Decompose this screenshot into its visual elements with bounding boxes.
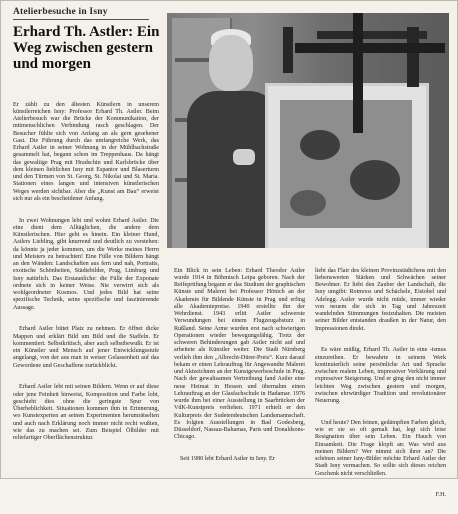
paragraph: Seit 1980 lebt Erhard Astler in Isny. Er <box>180 456 275 462</box>
paragraph: Ein Blick in sein Leben: Erhard Theodor Astler wurde 1914 in Böhmisch Leipa geboren. Nach der Reifeprüfung begann er das Studium der graphischen Künste und Malerei bei Professor Hönich an der Akademie für Bildende Künste in Prag und erfing alle Akademiepreise. 1940 erstellte ihn der Wehrdienst. 1943 erlitt Astler schwerste Verwundungen bei einem Flugzeugabsturz in Rußland. Seine Arme wurden erst nach schwierigen Operationen wieder bewegungsfähig. Trotz der schweren Behinderungen gab Astler nicht auf und arbeitete als Künstler weiter. Die Stadt Nürnberg verlieh ihm den „Albrecht-Dürer-Preis“. Kurz darauf bekam er einen Lehrauftrag für Angewandte Malerei und Aktzeichnen an der Kunstgewerbeschule in Prag. Nach der gewaltsamen Vertreibung fand Astler eine neue Heimat in Hessen und übernahm einen Lehrauftrag an der Glasfachschule in Hadamar. 1976 wurde ihm bei einer Ausstellung in Saarbrücken der VdK-Kunstpreis verliehen. 1971 erhielt er den Kulturpreis der Sudetendeutschen Landsmannschaft. Es folgten Ausstellungen in Bad Godesberg, Düsseldorf, Nassau-Bahamas, Paris und Donaldsons-Chicago. <box>174 267 307 441</box>
article-column-1 <box>13 87 159 457</box>
section-kicker: Atelierbesuche in Isny <box>13 7 108 17</box>
paragraph: In zwei Wohnungen lebt und wohnt Erhard Astler. Die eine dient dem Alltäglichen, die andere dem Künstlerischen. Hier geht es hinein. Ein kleiner Hund, Astlers Liebling, gibt knurrend und deutlich zu verstehen: da könnte ja jeder kommen, um die Werke meines Herrn und Meisters zu betrachten! Eine Fülle von Bildern hängt an den Wänden: Landschaften aus fern und nah, Portraits, exotische Schönheiten, Städtebilder, Prag, Limburg und Isny natürlich. Das Erstaunliche: die Fülle der Exponate ordnete sich in keiner Weise. Nie verwirrt sich als wohlgeordneter Kosmos. Und jedes Bild hat seine spezifische Technik, seine spezifische und faszinierende Aussage. <box>13 217 161 311</box>
article-column-2 <box>174 253 305 478</box>
kicker-rule <box>13 19 149 20</box>
artist-photo <box>167 13 449 248</box>
paragraph: Er zählt zu den ältesten Künstlern in unserem künstlerreichen Isny: Professor Erhard Th. Astler. Beim Atelierbesuch war die Brücke der Kommunikation, der mitmenschlichen Verbindung rasch geschlagen. Der Besucher fühlte sich von Anfang an als gern gesehener Gast. Die Führung durch das umfangreiche Werk, das Erhard Astler in seiner Wohnung in der Mühlbachstraße gesammelt hat, begann schon im Treppenhaus. Da hängt das gewaltige Prag mit Hradschin und Karlsbrücke über dem kleinen lieblichen Isny mit Espantor und Blaserturm und den Türmen von St. Georg, St. Nikolai und St. Maria. Stationen eines langen und intensiven künstlerischen Weges werden sichtbar. Aber die „Kunst am Bau“ erweist sich nur als ein bescheidener Anfang. <box>13 101 161 202</box>
paragraph: Erhard Astler lebt mit seinen Bildern. Wenn er auf diese oder jene Feinheit hinweist, Komposition und Farbe lobt, geschieht dies ohne die geringste Spur von Überheblichkeit. Situationen kommen ihm in Erinnerung, wo Kunstexperten an seinen Experimenten herumrätselten und auch nach Erklärung noch immer nicht recht wußten, wie das zu machen sei. Zum Beispiel Ölbilder mit reliefartiger Oberflächenstruktur. <box>13 384 161 441</box>
author-signature: F.H. <box>435 492 446 499</box>
paragraph: Es wäre müßig, Erhard Th. Astler in eine -ismus einzureihen. Er bewahrte in seinem Werk kontinuierlich seine persönliche Art und Sprache zwischen realem Leben, impressiver Verklärung und expressiver Steigerung. Und er ging den nicht immer leichten Weg zwischen gestern und morgen, zwischen ehrwürdiger Tradition und revolutionärer Neuerung. <box>315 347 448 404</box>
article-headline: Erhard Th. Astler: Ein Weg zwischen gestern und morgen <box>13 24 160 72</box>
paragraph: Erhard Astler bittet Platz zu nehmen. Er öffnet dicke Mappen und erklärt Bild um Bild und die Staffeln. Er kommentiert. Selbstkritisch, aber auch selbstbewußt. Er ist ein Künstler und Mensch auf jener Entwicklungsstufe angelangt, von der aus man in weiser Gelassenheit auf das Gewordene und Geschaffene zurückblickt. <box>13 326 161 369</box>
painting-frame <box>265 83 429 248</box>
paragraph: Und heute? Den feinen, gedämpften Farben gleich, wie er sie so oft gemalt hat, legt sich leise Resignation über sein Leben. Ein Hauch von Einsamkeit. Die Frage klopft an: Was wird aus meinen Bildern? Wer nimmt sich ihrer an? Die schönen seiner Isny-Bilder möchte Erhard Astler der Stadt Isny vermachen. So sollte sich dieses reichen Geschenk nicht verschließen. <box>315 419 448 477</box>
article-column-3 <box>315 253 446 514</box>
paragraph: liebt das Flair des kleinen Provinzstädtchens mit den liebenswerten Stärken und Schwächen seiner Bewohner. Er liebt den Zauber der Landschaft, die Isny umgibt: Rotmoos und Schächele, Eistobel und Adelegg. Astler wurde nicht müde, immer wieder von neuem die sich in Tag und Jahreszeit wandelnden Stimmungen festzuhalten. Die meisten seiner Bilder entstanden draußen in der Natur, den Impressionen direkt. <box>315 267 448 332</box>
